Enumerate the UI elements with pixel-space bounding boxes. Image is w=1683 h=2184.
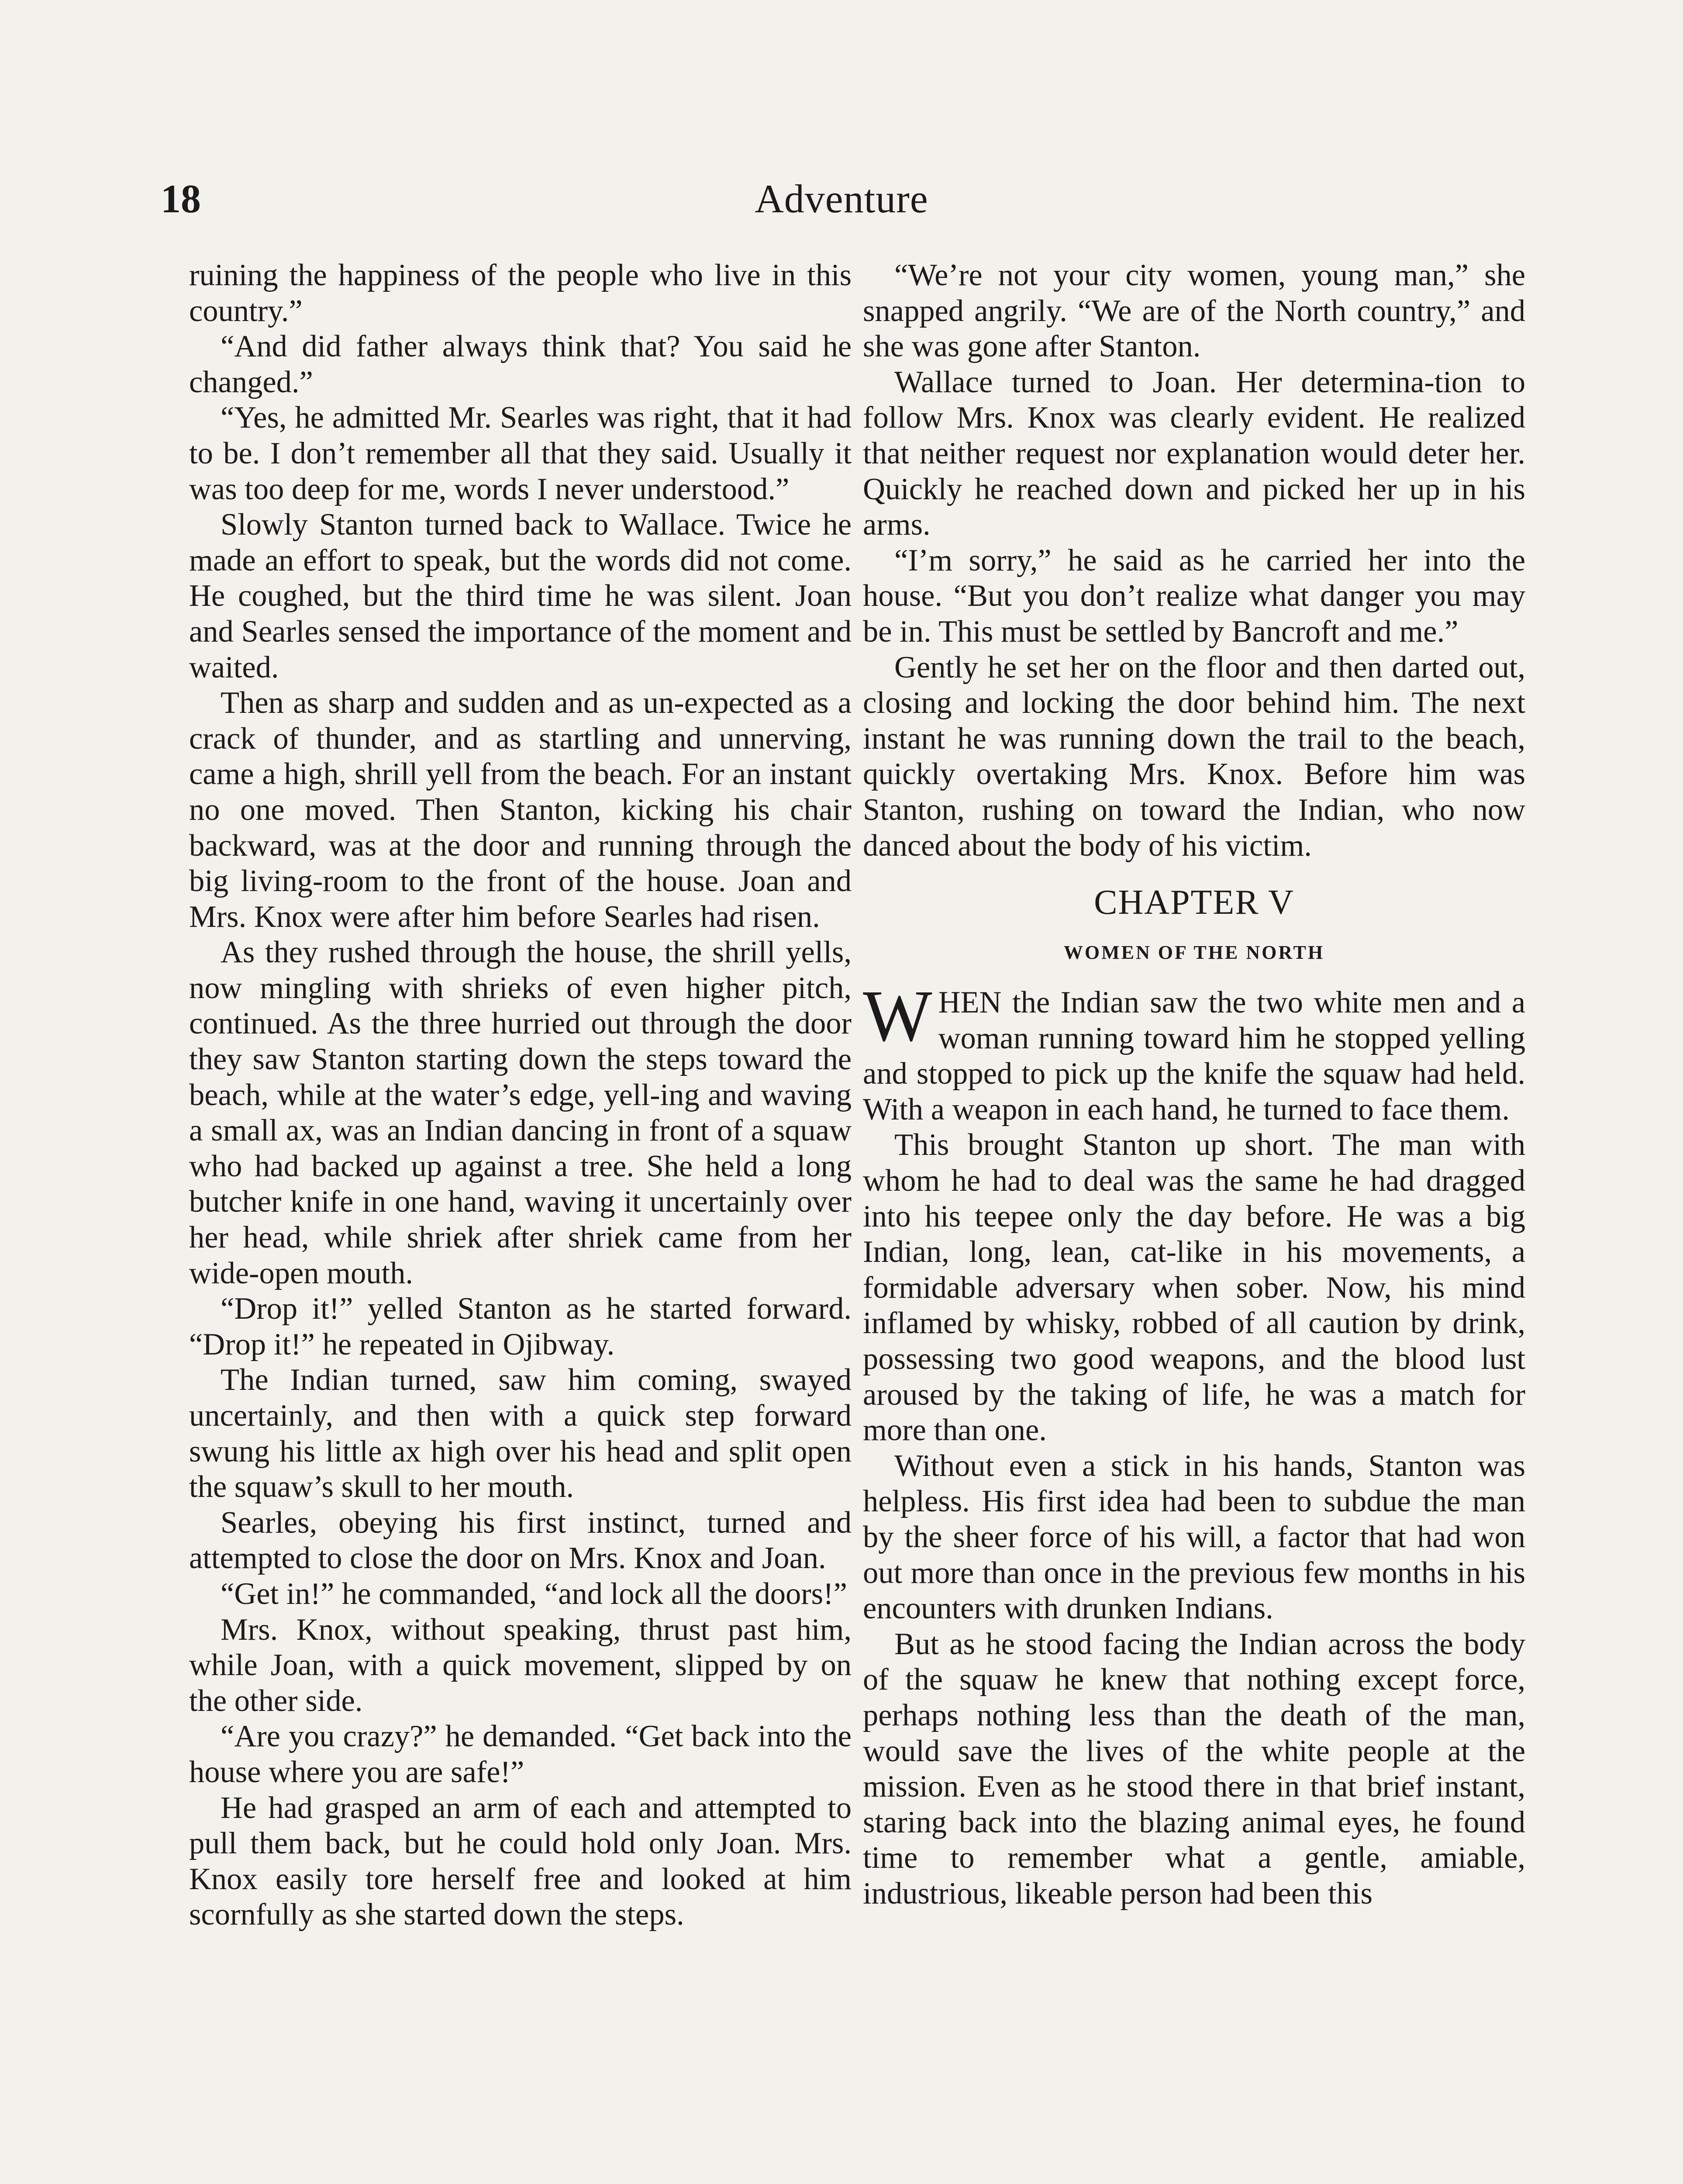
chapter-opening-text: HEN the Indian saw the two white men and a woman running toward him he stopped yelling and stopped to pick up the knife the squaw had held. With a weapon in each hand, he turned to face them.	[863, 985, 1525, 1127]
paragraph: ruining the happiness of the people who live in this country.”	[189, 258, 852, 328]
paragraph: “Get in!” he commanded, “and lock all the doors!”	[221, 1576, 847, 1611]
paragraph: Slowly Stanton turned back to Wallace. Twice he made an effort to speak, but the words did not come. He coughed, but the third time he was silent. Joan and Searles sensed the importance of the moment and waited.	[189, 508, 852, 684]
paragraph: This brought Stanton up short. The man with whom he had to deal was the same he had dragged into his teepee only the day before. He was a big Indian, long, lean, cat-like in his movements, a formidable adversary when sober. Now, his mind inflamed by whisky, robbed of all caution by drink, possessing two good weapons, and the blood lust aroused by the taking of life, he was a match for more than one.	[863, 1128, 1525, 1448]
drop-cap: W	[863, 975, 932, 1057]
paragraph: Then as sharp and sudden and as un-expected as a crack of thunder, and as startling and unnerving, came a high, shrill yell from the beach. For an instant no one moved. Then Stanton, kicking his chair backward, was at the door and running through the big living-room to the front of the house. Joan and Mrs. Knox were after him before Searles had risen.	[189, 686, 852, 934]
chapter-subtitle: WOMEN OF THE NORTH	[1063, 942, 1325, 964]
paragraph: “I’m sorry,” he said as he carried her into the house. “But you don’t realize what danger you may be in. This must be settled by Bancroft and me.”	[863, 543, 1525, 649]
page-number: 18	[161, 176, 201, 221]
chapter-opening-paragraph	[863, 975, 1525, 1127]
paragraph: He had grasped an arm of each and attempted to pull them back, but he could hold only Joan. Mrs. Knox easily tore herself free and looked at him scornfully as she started down the steps.	[189, 1790, 852, 1932]
page-header	[0, 173, 1683, 225]
left-column	[189, 258, 852, 1933]
paragraph: Gently he set her on the floor and then darted out, closing and locking the door behind him. The next instant he was running down the trail to the beach, quickly overtaking Mrs. Knox. Before him was Stanton, rushing on toward the Indian, who now danced about the body of his victim.	[863, 650, 1525, 863]
paragraph: Without even a stick in his hands, Stanton was helpless. His first idea had been to subdue the man by the sheer force of his will, a factor that had won out more than once in the previous few months in his encounters with drunken Indians.	[863, 1448, 1525, 1626]
paragraph: As they rushed through the house, the shrill yells, now mingling with shrieks of even higher pitch, continued. As the three hurried out through the door they saw Stanton starting down the steps toward the beach, while at the water’s edge, yell-ing and waving a small ax, was an Indian dancing in front of a squaw who had backed up against a tree. She held a long butcher knife in one hand, waving it uncertainly over her head, while shriek after shriek came from her wide-open mouth.	[189, 935, 852, 1290]
paragraph: “And did father always think that? You said he changed.”	[189, 329, 852, 399]
paragraph: Searles, obeying his first instinct, turned and attempted to close the door on Mrs. Knox and Joan.	[189, 1505, 852, 1576]
paragraph: “Are you crazy?” he demanded. “Get back into the house where you are safe!”	[189, 1719, 852, 1789]
right-column	[863, 258, 1525, 1912]
paragraph: “Drop it!” yelled Stanton as he started forward. “Drop it!” he repeated in Ojibway.	[189, 1292, 852, 1362]
paragraph: But as he stood facing the Indian across the body of the squaw he knew that nothing except force, perhaps nothing less than the death of the man, would save the lives of the white people at the mission. Even as he stood there in that brief instant, staring back into the blazing animal eyes, he found time to remember what a gentle, amiable, industrious, likeable person had been this	[863, 1627, 1525, 1911]
paragraph: Mrs. Knox, without speaking, thrust past him, while Joan, with a quick movement, slipped by on the other side.	[189, 1612, 852, 1718]
paragraph: “Yes, he admitted Mr. Searles was right, that it had to be. I don’t remember all that they said. Usually it was too deep for me, words I never understood.”	[189, 401, 852, 506]
paragraph: “We’re not your city women, young man,” she snapped angrily. “We are of the North country,” and she was gone after Stanton.	[863, 258, 1525, 364]
paragraph: Wallace turned to Joan. Her determina-tion to follow Mrs. Knox was clearly evident. He realized that neither request nor explanation would deter her. Quickly he reached down and picked her up in his arms.	[863, 365, 1525, 542]
running-title: Adventure	[755, 176, 928, 221]
paragraph: The Indian turned, saw him coming, swayed uncertainly, and then with a quick step forward swung his little ax high over his head and split open the squaw’s skull to her mouth.	[189, 1363, 852, 1504]
chapter-title: CHAPTER V	[1094, 883, 1294, 922]
